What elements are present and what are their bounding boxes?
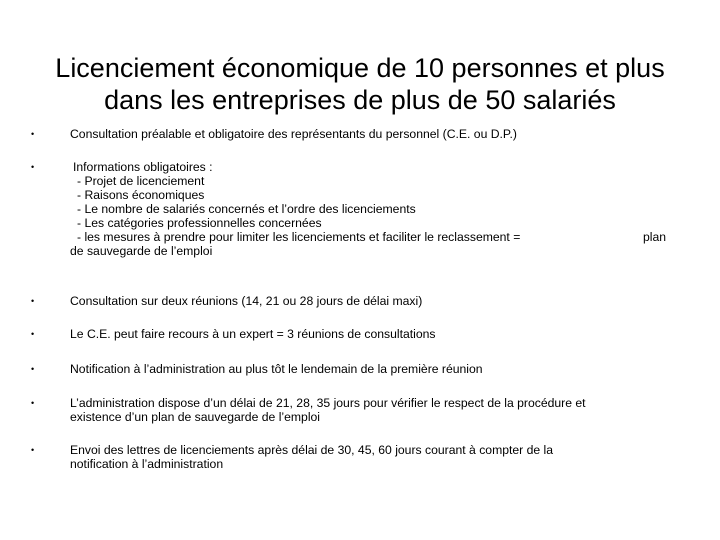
informations-item-last	[70, 230, 687, 244]
slide-title-line-1: Licenciement économique de 10 personnes et plus	[55, 53, 665, 84]
informations-item: - Raisons économiques	[77, 188, 205, 202]
bullet-text	[70, 362, 690, 376]
bullet-text	[70, 396, 690, 424]
bullet-line: L’administration dispose d’un délai de 21, 28, 35 jours pour vérifier le respect de la procédure et	[70, 396, 586, 410]
bullet-marker: •	[31, 296, 35, 306]
bullet-line: Envoi des lettres de licenciements après délai de 30, 45, 60 jours courant à compter de la	[70, 443, 554, 457]
bullet-text	[70, 443, 690, 471]
slide-title	[20, 52, 700, 116]
bullet-marker: •	[31, 162, 35, 172]
bullet-line: Notification à l’administration au plus tôt le lendemain de la première réunion	[70, 362, 483, 376]
bullet-text	[70, 327, 690, 341]
bullet-text	[70, 160, 690, 258]
informations-item: - Les catégories professionnelles concernées	[77, 216, 322, 230]
informations-heading: Informations obligatoires :	[73, 160, 213, 174]
informations-item: - Projet de licenciement	[77, 174, 205, 188]
informations-item-trailing-word: plan	[643, 230, 667, 244]
slide-title-line-2: dans les entreprises de plus de 50 salariés	[104, 85, 616, 116]
informations-item-text: - les mesures à prendre pour limiter les licenciements et faciliter le reclassement =	[77, 230, 521, 244]
bullet-line: Consultation préalable et obligatoire des représentants du personnel (C.E. ou D.P.)	[70, 127, 517, 141]
bullet-line: notification à l’administration	[70, 457, 224, 471]
bullet-line: Le C.E. peut faire recours à un expert = 3 réunions de consultations	[70, 327, 436, 341]
bullet-marker: •	[31, 129, 35, 139]
bullet-marker: •	[31, 445, 35, 455]
bullet-text	[70, 127, 690, 141]
bullet-marker: •	[31, 364, 35, 374]
bullet-marker: •	[31, 398, 35, 408]
informations-item: - Le nombre de salariés concernés et l’ordre des licenciements	[77, 202, 416, 216]
bullet-line: existence d’un plan de sauvegarde de l’emploi	[70, 410, 321, 424]
bullet-line: Consultation sur deux réunions (14, 21 ou 28 jours de délai maxi)	[70, 294, 423, 308]
informations-continuation: de sauvegarde de l’emploi	[70, 244, 213, 258]
bullet-text	[70, 294, 690, 308]
bullet-marker: •	[31, 329, 35, 339]
